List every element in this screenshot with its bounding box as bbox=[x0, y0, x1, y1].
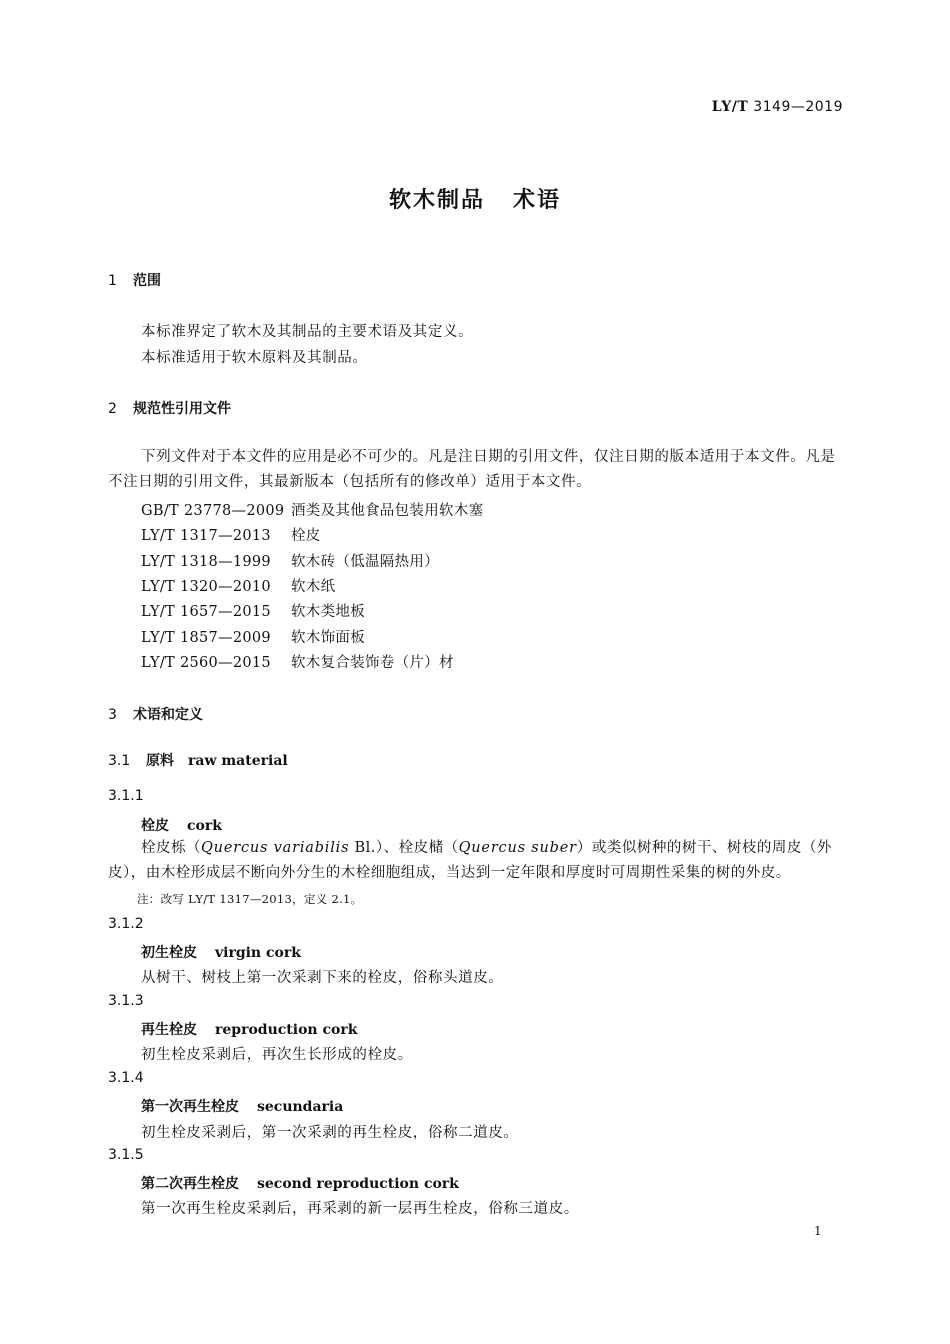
term-en: reproduction cork bbox=[215, 1022, 358, 1038]
reference-item bbox=[141, 575, 335, 596]
section-number: 1 bbox=[108, 273, 117, 289]
page-number: 1 bbox=[814, 1224, 822, 1238]
definition-text: Bl.）、栓皮槠（ bbox=[349, 840, 459, 856]
term-en: cork bbox=[187, 818, 222, 834]
document-title bbox=[0, 183, 950, 214]
scientific-name: Quercus variabilis bbox=[201, 840, 350, 856]
reference-item bbox=[141, 651, 454, 672]
scope-line-2: 本标准适用于软木原料及其制品。 bbox=[141, 350, 368, 366]
term-en: second reproduction cork bbox=[257, 1176, 459, 1192]
term-definition: 第一次再生栓皮采剥后，再采剥的新一层再生栓皮，俗称三道皮。 bbox=[141, 1201, 579, 1217]
reference-code: LY/T 1857—2009 bbox=[141, 630, 271, 646]
reference-title: 软木砖（低温隔热用） bbox=[291, 554, 439, 570]
term-definition: 初生栓皮采剥后，再次生长形成的栓皮。 bbox=[141, 1047, 413, 1063]
references-intro: 下列文件对于本文件的应用是必不可少的。凡是注日期的引用文件，仅注日期的版本适用于本文件。凡是不注日期的引用文件，其最新版本（包括所有的修改单）适用于本文件。 bbox=[108, 449, 836, 490]
section-number: 2 bbox=[108, 401, 117, 417]
section-1-heading bbox=[108, 270, 161, 290]
term-heading bbox=[141, 1173, 459, 1193]
note-label: 注： bbox=[137, 892, 161, 906]
title-part1: 软木制品 bbox=[388, 188, 485, 213]
section-title: 范围 bbox=[133, 273, 161, 289]
term-heading bbox=[141, 1096, 343, 1116]
reference-code: LY/T 1318—1999 bbox=[141, 554, 271, 570]
reference-title: 软木复合装饰卷（片）材 bbox=[291, 655, 454, 671]
reference-code: LY/T 1317—2013 bbox=[141, 528, 271, 544]
term-en: virgin cork bbox=[215, 945, 301, 961]
term-definition: 初生栓皮采剥后，第一次采剥的再生栓皮，俗称二道皮。 bbox=[141, 1125, 519, 1141]
term-zh: 栓皮 bbox=[141, 818, 169, 834]
standard-code-number: 3149—2019 bbox=[753, 99, 843, 115]
term-zh: 再生栓皮 bbox=[141, 1022, 197, 1038]
note-text: 改写 LY/T 1317—2013，定义 2.1。 bbox=[160, 892, 363, 906]
subsection-title-zh: 原料 bbox=[146, 753, 174, 769]
title-part2: 术语 bbox=[513, 188, 562, 213]
reference-code: LY/T 1657—2015 bbox=[141, 604, 271, 620]
section-2-heading bbox=[108, 398, 231, 418]
reference-item bbox=[141, 524, 321, 545]
section-title: 规范性引用文件 bbox=[133, 401, 231, 417]
reference-item bbox=[141, 499, 483, 520]
reference-title: 酒类及其他食品包装用软木塞 bbox=[291, 503, 484, 519]
scientific-name: Quercus suber bbox=[458, 840, 577, 856]
term-zh: 初生栓皮 bbox=[141, 945, 197, 961]
term-zh: 第二次再生栓皮 bbox=[141, 1176, 239, 1192]
term-definition: 从树干、树枝上第一次采剥下来的栓皮，俗称头道皮。 bbox=[141, 970, 504, 986]
reference-title: 软木类地板 bbox=[291, 604, 365, 620]
term-number: 3.1.5 bbox=[108, 1147, 144, 1163]
term-number: 3.1.2 bbox=[108, 916, 144, 932]
reference-code: GB/T 23778—2009 bbox=[141, 503, 285, 519]
reference-title: 栓皮 bbox=[291, 528, 321, 544]
definition-text: 栓皮栎（ bbox=[141, 840, 201, 856]
standard-code-prefix: LY/T bbox=[711, 99, 749, 115]
term-en: secundaria bbox=[257, 1099, 344, 1115]
term-number: 3.1.3 bbox=[108, 993, 144, 1009]
term-definition bbox=[108, 836, 846, 886]
reference-item bbox=[141, 600, 365, 621]
term-heading bbox=[141, 942, 301, 962]
term-zh: 第一次再生栓皮 bbox=[141, 1099, 239, 1115]
definition-text: ）或类似树种的树干、树枝的周皮（外皮），由木栓形成层不断向外分生的木栓细胞组成，当达到一定年限和厚度时可周期性采集的树的外皮。 bbox=[108, 840, 832, 881]
reference-item bbox=[141, 550, 439, 571]
scope-line-1: 本标准界定了软木及其制品的主要术语及其定义。 bbox=[141, 324, 474, 340]
term-number: 3.1.4 bbox=[108, 1070, 144, 1086]
section-3-heading bbox=[108, 704, 203, 724]
term-number: 3.1.1 bbox=[108, 788, 144, 804]
section-title: 术语和定义 bbox=[133, 707, 203, 723]
reference-code: LY/T 1320—2010 bbox=[141, 579, 271, 595]
reference-title: 软木饰面板 bbox=[291, 630, 365, 646]
section-number: 3 bbox=[108, 707, 117, 723]
term-heading bbox=[141, 815, 222, 835]
reference-code: LY/T 2560—2015 bbox=[141, 655, 271, 671]
standard-code bbox=[712, 99, 843, 115]
term-heading bbox=[141, 1019, 357, 1039]
subsection-number: 3.1 bbox=[108, 753, 131, 769]
subsection-title-en: raw material bbox=[188, 753, 288, 769]
subsection-3-1-heading bbox=[108, 750, 288, 770]
term-note bbox=[137, 891, 362, 907]
reference-title: 软木纸 bbox=[291, 579, 336, 595]
reference-item bbox=[141, 626, 365, 647]
